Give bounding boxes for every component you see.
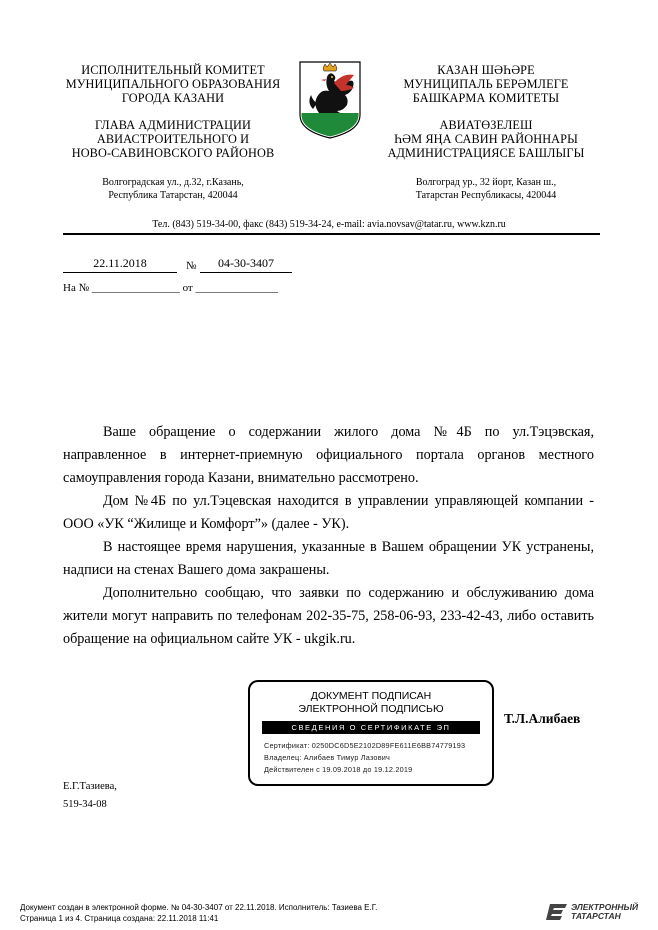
header-left-org-line: МУНИЦИПАЛЬНОГО ОБРАЗОВАНИЯ <box>65 77 281 91</box>
header-left-dept-line: НОВО-САВИНОВСКОГО РАЙОНОВ <box>71 146 275 160</box>
header-right-org-line: БАШКАРМА КОМИТЕТЫ <box>412 91 560 105</box>
header-left-dept-line: АВИАСТРОИТЕЛЬНОГО И <box>96 132 250 146</box>
letter-paragraph: Дом №4Б по ул.Тэцевская находится в управлении управляющей компании - ООО «УК “Жилище и Комфорт”» (далее - УК). <box>63 493 594 532</box>
header-right-dept <box>368 118 604 160</box>
header-left-address-line: Волгоградская ул., д.32, г.Казань, <box>102 177 244 188</box>
header-right-org-line: КАЗАН ШӘҺӘРЕ <box>437 63 535 77</box>
stamp-validity: Действителен с 19.09.2018 до 19.12.2019 <box>264 765 413 774</box>
stamp-certificate: Сертификат: 0250DC6D5E2102D89FE611E6BB74779193 <box>264 741 466 750</box>
header-left-dept-line: ГЛАВА АДМИНИСТРАЦИИ <box>94 118 252 132</box>
header-right-org-line: МУНИЦИПАЛЬ БЕРӘМЛЕГЕ <box>403 77 569 91</box>
signer-name: Т.Л.Алибаев <box>504 711 581 726</box>
stamp-cert-bar: СВЕДЕНИЯ О СЕРТИФИКАТЕ ЭП <box>262 721 480 734</box>
header-right-address <box>368 176 604 202</box>
letter-paragraph: Ваше обращение о содержании жилого дома №4Б по ул.Тэцэвская, направленное в интернет-приемную официального портала органов местного самоуправления города Казани, внимательно рассмотрено. <box>63 424 594 486</box>
electronic-tatarstan-logo-icon <box>545 902 569 922</box>
header-right-address-line: Волгоград ур., 32 йорт, Казан ш., <box>415 177 557 188</box>
letter-paragraph: В настоящее время нарушения, указанные в Вашем обращении УК устранены, надписи на стенах Вашего дома закрашены. <box>63 539 594 578</box>
footer-brand-line2: ТАТАРСТАН <box>571 911 621 921</box>
executor-name: Е.Г.Тазиева, <box>63 781 117 792</box>
stamp-title-line1: ДОКУМЕНТ ПОДПИСАН <box>310 690 432 702</box>
footer-brand <box>571 903 638 921</box>
electronic-signature-stamp <box>248 680 494 786</box>
reference-label: На № <box>63 282 90 294</box>
header-right-org <box>368 63 604 105</box>
header-left-org-line: ГОРОДА КАЗАНИ <box>121 91 225 105</box>
registration-number-sign: № <box>186 260 197 272</box>
registration-number: 04-30-3407 <box>200 257 292 273</box>
document-footer <box>20 902 377 924</box>
header-right-dept-line: АДМИНИСТРАЦИЯСЕ БАШЛЫГЫ <box>387 146 585 160</box>
header-right-address-line: Татарстан Республикасы, 420044 <box>415 190 557 201</box>
reference-blank: ________________ <box>91 282 180 294</box>
reference-from-blank: _______________ <box>195 282 278 294</box>
registration-date: 22.11.2018 <box>63 257 177 273</box>
header-left-org-line: ИСПОЛНИТЕЛЬНЫЙ КОМИТЕТ <box>81 63 265 77</box>
letter-body <box>63 421 594 651</box>
letter-paragraph: Дополнительно сообщаю, что заявки по содержанию и обслуживанию дома жители могут направить по телефонам 202-35-75, 258-06-93, 233-42-43, либо оставить обращение на официальном сайте УК - ukgik.ru. <box>63 585 594 647</box>
footer-brand-line1: ЭЛЕКТРОННЫЙ <box>571 902 639 912</box>
stamp-owner: Владелец: Алибаев Тимур Лазович <box>264 753 391 762</box>
footer-line: Страница 1 из 4. Страница создана: 22.11.2018 11:41 <box>20 914 219 923</box>
header-left-org <box>55 63 291 105</box>
kazan-coat-of-arms-icon <box>299 61 361 139</box>
header-left-address <box>55 176 291 202</box>
header-divider <box>63 233 600 235</box>
header-right-dept-line: АВИАТӨЗЕЛЕШ <box>439 118 533 132</box>
header-left-address-line: Республика Татарстан, 420044 <box>108 190 238 201</box>
reference-line <box>63 282 278 294</box>
footer-line: Документ создан в электронной форме. № 04-30-3407 от 22.11.2018. Исполнитель: Тазиева Е.Г. <box>20 903 378 912</box>
header-contact: Тел. (843) 519-34-00, факс (843) 519-34-24, e-mail: avia.novsav@tatar.ru, www.kzn.ru <box>152 219 506 230</box>
header-left-dept <box>55 118 291 160</box>
stamp-title-line2: ЭЛЕКТРОННОЙ ПОДПИСЬЮ <box>298 703 444 715</box>
reference-from-label: от <box>182 282 193 294</box>
header-right-dept-line: ҺӘМ ЯҢА САВИН РАЙОННАРЫ <box>394 132 578 146</box>
executor-phone: 519-34-08 <box>63 799 107 810</box>
